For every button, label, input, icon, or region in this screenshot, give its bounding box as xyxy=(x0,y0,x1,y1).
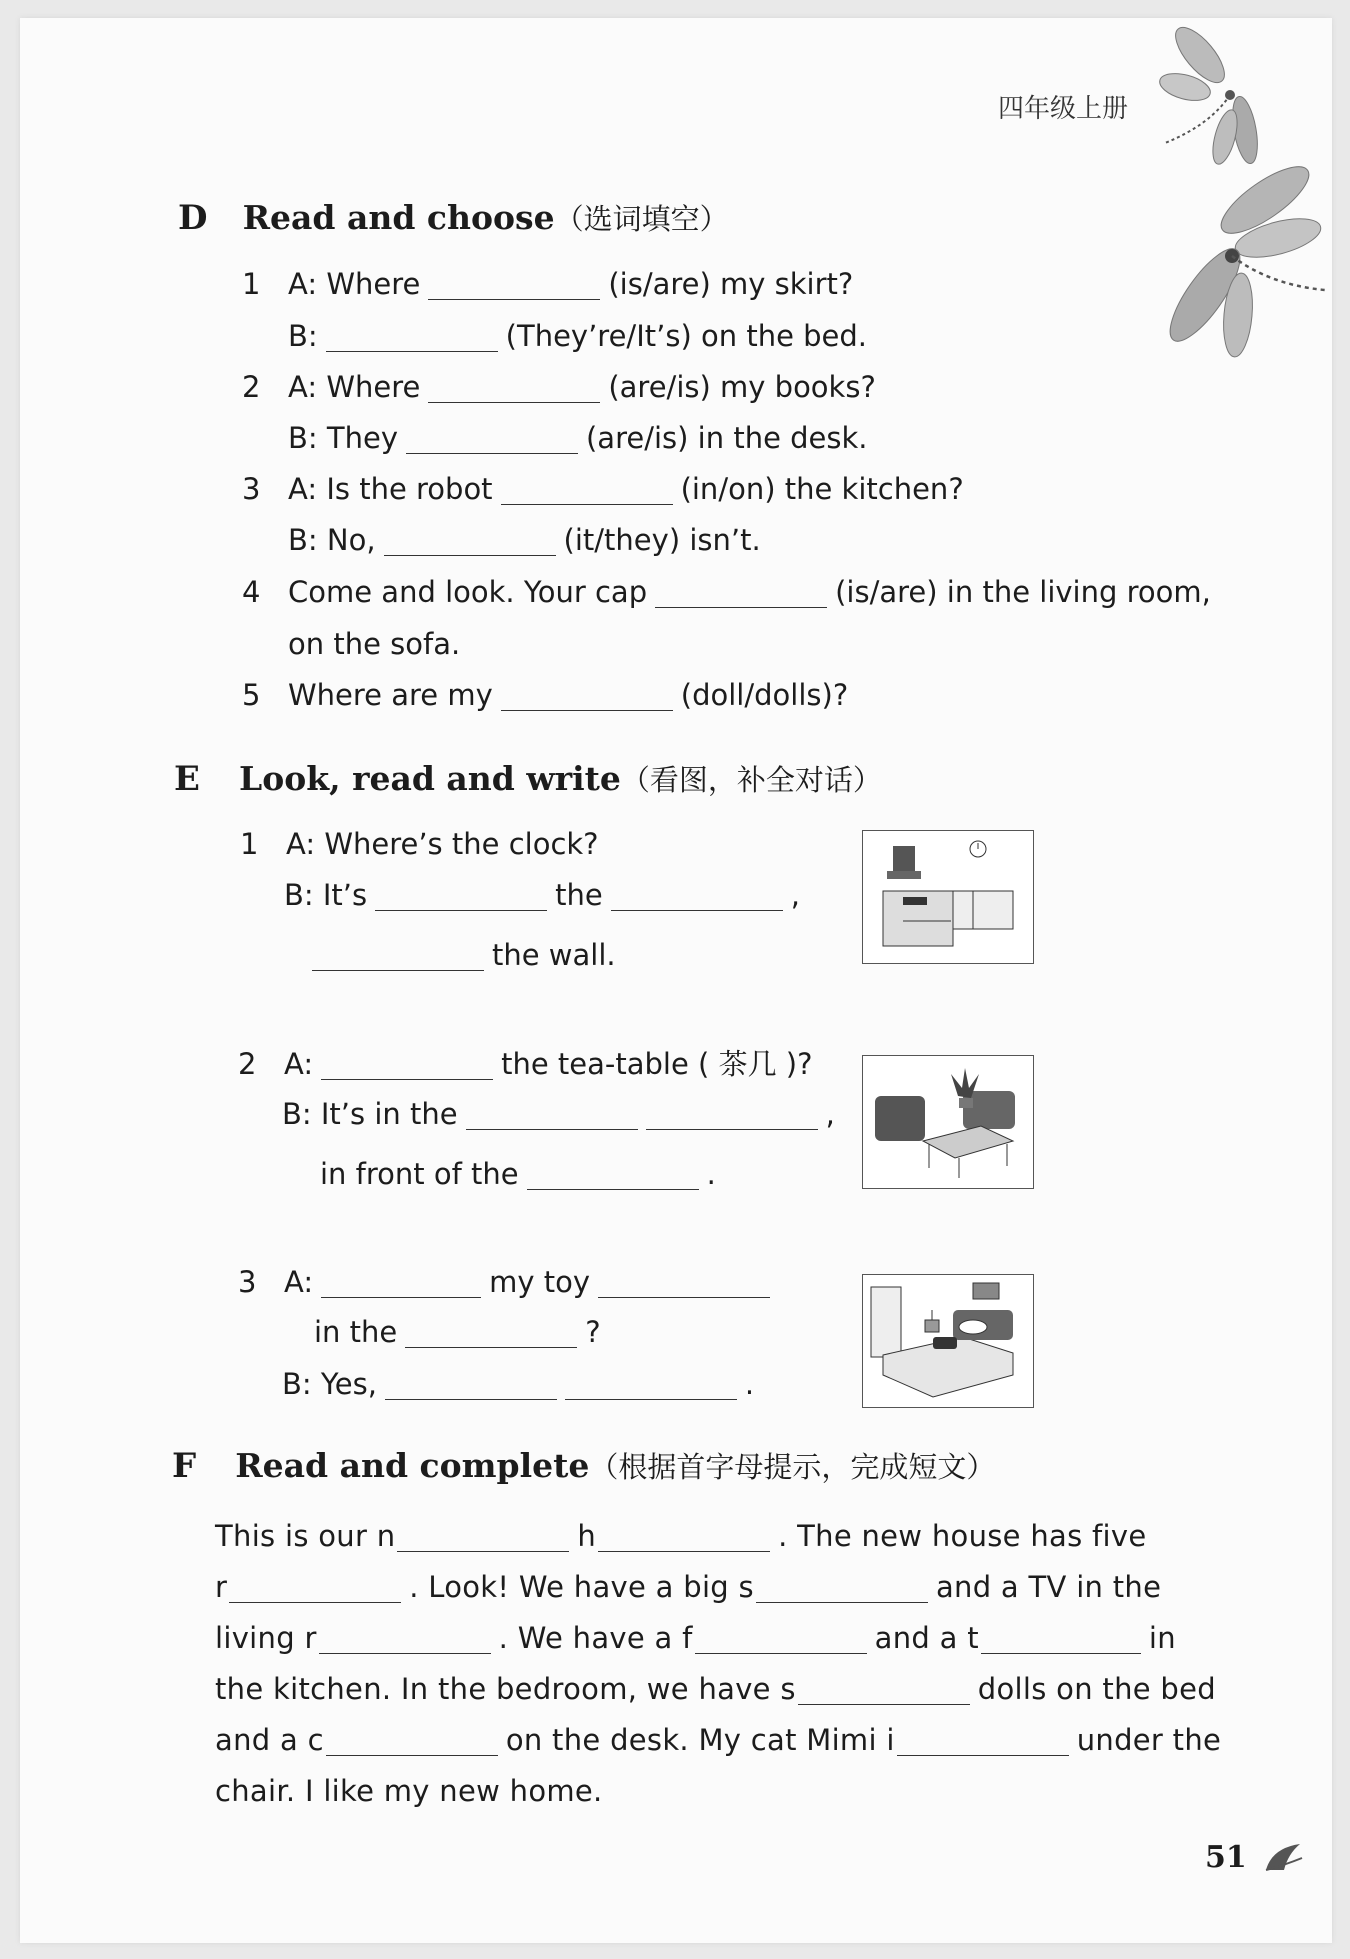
item-text: A: xyxy=(284,1265,314,1299)
d-item-3-a xyxy=(242,472,964,506)
answer-blank[interactable] xyxy=(565,1373,737,1400)
item-number: 1 xyxy=(240,827,259,861)
answer-blank[interactable] xyxy=(646,1103,818,1130)
answer-blank[interactable] xyxy=(326,1729,498,1756)
item-number: 1 xyxy=(242,267,261,301)
item-text: my toy xyxy=(489,1265,591,1299)
e-item-3-c xyxy=(282,1367,755,1401)
passage-text: This is our n xyxy=(215,1519,396,1553)
passage-text: r xyxy=(215,1570,228,1604)
section-letter: D xyxy=(178,198,208,238)
passage-text: dolls on the bed xyxy=(977,1672,1216,1706)
item-number: 3 xyxy=(238,1265,257,1299)
answer-blank[interactable] xyxy=(756,1576,928,1603)
e-item-3-b xyxy=(314,1315,601,1349)
item-text: . xyxy=(744,1367,755,1401)
dragonfly-illustration-bottom xyxy=(1150,160,1330,380)
answer-blank[interactable] xyxy=(428,273,600,300)
f-line-3 xyxy=(215,1621,1176,1655)
answer-blank[interactable] xyxy=(321,1271,481,1298)
answer-blank[interactable] xyxy=(375,884,547,911)
item-text: (They’re/It’s) on the bed. xyxy=(505,319,868,353)
section-letter: F xyxy=(172,1446,197,1486)
item-number: 2 xyxy=(242,370,261,404)
item-text: the tea-table ( 茶几 )? xyxy=(501,1047,813,1081)
item-text: the wall. xyxy=(492,938,616,972)
item-text: B: Yes, xyxy=(282,1367,377,1401)
answer-blank[interactable] xyxy=(466,1103,638,1130)
section-d-heading xyxy=(178,197,729,238)
f-line-4 xyxy=(215,1672,1216,1706)
f-line-1 xyxy=(215,1519,1147,1553)
passage-text: in xyxy=(1148,1621,1176,1655)
d-item-4-cont: on the sofa. xyxy=(288,627,461,661)
item-text: (are/is) my books? xyxy=(608,370,876,404)
passage-text: living r xyxy=(215,1621,317,1655)
section-title: Look, read and write xyxy=(239,759,621,798)
e-item-1-c xyxy=(312,938,616,972)
kitchen-picture xyxy=(862,830,1034,964)
section-f-heading xyxy=(172,1445,995,1486)
d-item-1-a xyxy=(242,267,854,301)
passage-text: h xyxy=(577,1519,597,1553)
answer-blank[interactable] xyxy=(406,427,578,454)
d-item-1-b xyxy=(288,319,868,353)
item-text: in the xyxy=(314,1315,398,1349)
item-text: A: Where’s the clock? xyxy=(286,827,599,861)
answer-blank[interactable] xyxy=(501,478,673,505)
answer-blank[interactable] xyxy=(428,376,600,403)
answer-blank[interactable] xyxy=(611,884,783,911)
section-title: Read and complete xyxy=(235,1446,590,1485)
answer-blank[interactable] xyxy=(501,684,673,711)
answer-blank[interactable] xyxy=(326,325,498,352)
passage-text: under the xyxy=(1076,1723,1222,1757)
dragonfly-illustration-top xyxy=(1155,25,1275,175)
e-item-2-a xyxy=(238,1047,813,1081)
section-title-cn: （根据首字母提示，完成短文） xyxy=(589,1450,996,1484)
answer-blank[interactable] xyxy=(695,1627,867,1654)
item-text: B: It’s xyxy=(284,878,368,912)
item-text: . xyxy=(706,1157,716,1191)
f-line-6: chair. I like my new home. xyxy=(215,1774,603,1808)
item-text: , xyxy=(790,878,800,912)
d-item-4 xyxy=(242,575,1211,609)
e-item-1-b xyxy=(284,878,800,912)
section-letter: E xyxy=(174,759,200,799)
item-number: 2 xyxy=(238,1047,257,1081)
item-text: A: Where xyxy=(288,267,421,301)
item-number: 3 xyxy=(242,472,261,506)
item-text: B: They xyxy=(288,421,398,455)
item-text: A: Is the robot xyxy=(288,472,493,506)
answer-blank[interactable] xyxy=(598,1271,770,1298)
passage-text: and a t xyxy=(874,1621,979,1655)
answer-blank[interactable] xyxy=(655,581,827,608)
answer-blank[interactable] xyxy=(385,1373,557,1400)
passage-text: and a TV in the xyxy=(935,1570,1162,1604)
section-e-heading xyxy=(174,758,882,799)
section-title-cn: （看图，补全对话） xyxy=(620,763,882,797)
answer-blank[interactable] xyxy=(405,1321,577,1348)
answer-blank[interactable] xyxy=(384,529,556,556)
item-text: in front of the xyxy=(320,1157,519,1191)
e-item-3-a xyxy=(238,1265,778,1299)
item-text: Where are my xyxy=(288,678,493,712)
leaf-icon xyxy=(1262,1840,1304,1874)
answer-blank[interactable] xyxy=(897,1729,1069,1756)
item-text: B: It’s in the xyxy=(282,1097,458,1131)
living-room-picture xyxy=(862,1055,1034,1189)
e-item-2-b xyxy=(282,1097,835,1131)
item-number: 5 xyxy=(242,678,261,712)
item-text: ? xyxy=(585,1315,601,1349)
passage-text: and a c xyxy=(215,1723,324,1757)
passage-text: on the desk. My cat Mimi i xyxy=(505,1723,895,1757)
page-number: 51 xyxy=(1205,1840,1247,1875)
item-text: B: No, xyxy=(288,523,376,557)
d-item-2-b xyxy=(288,421,868,455)
answer-blank[interactable] xyxy=(598,1525,770,1552)
item-text: , xyxy=(825,1097,835,1131)
d-item-5 xyxy=(242,678,849,712)
answer-blank[interactable] xyxy=(319,1627,491,1654)
answer-blank[interactable] xyxy=(981,1627,1141,1654)
item-text: A: Where xyxy=(288,370,421,404)
answer-blank[interactable] xyxy=(321,1053,493,1080)
item-text: Come and look. Your cap xyxy=(288,575,648,609)
bedroom-picture xyxy=(862,1274,1034,1408)
answer-blank[interactable] xyxy=(798,1678,970,1705)
item-text: (doll/dolls)? xyxy=(680,678,849,712)
answer-blank[interactable] xyxy=(229,1576,401,1603)
section-title-cn: （选词填空） xyxy=(554,202,729,236)
item-text: B: xyxy=(288,319,318,353)
item-text: (in/on) the kitchen? xyxy=(680,472,964,506)
item-text: (it/they) isn’t. xyxy=(563,523,761,557)
answer-blank[interactable] xyxy=(527,1163,699,1190)
section-title: Read and choose xyxy=(242,198,555,237)
item-text: (is/are) my skirt? xyxy=(608,267,854,301)
passage-text: . We have a f xyxy=(498,1621,693,1655)
item-text: (are/is) in the desk. xyxy=(585,421,868,455)
f-line-2 xyxy=(215,1570,1162,1604)
passage-text: . The new house has five xyxy=(778,1519,1147,1553)
answer-blank[interactable] xyxy=(397,1525,569,1552)
d-item-2-a xyxy=(242,370,876,404)
item-text: (is/are) in the living room, xyxy=(835,575,1211,609)
e-item-1-a xyxy=(240,827,599,861)
passage-text: . Look! We have a big s xyxy=(409,1570,754,1604)
f-line-5 xyxy=(215,1723,1222,1757)
d-item-3-b xyxy=(288,523,761,557)
passage-text: the kitchen. In the bedroom, we have s xyxy=(215,1672,796,1706)
item-text: the xyxy=(555,878,603,912)
item-text: A: xyxy=(284,1047,314,1081)
e-item-2-c xyxy=(320,1157,716,1191)
grade-label: 四年级上册 xyxy=(998,94,1129,124)
item-number: 4 xyxy=(242,575,261,609)
answer-blank[interactable] xyxy=(312,944,484,971)
